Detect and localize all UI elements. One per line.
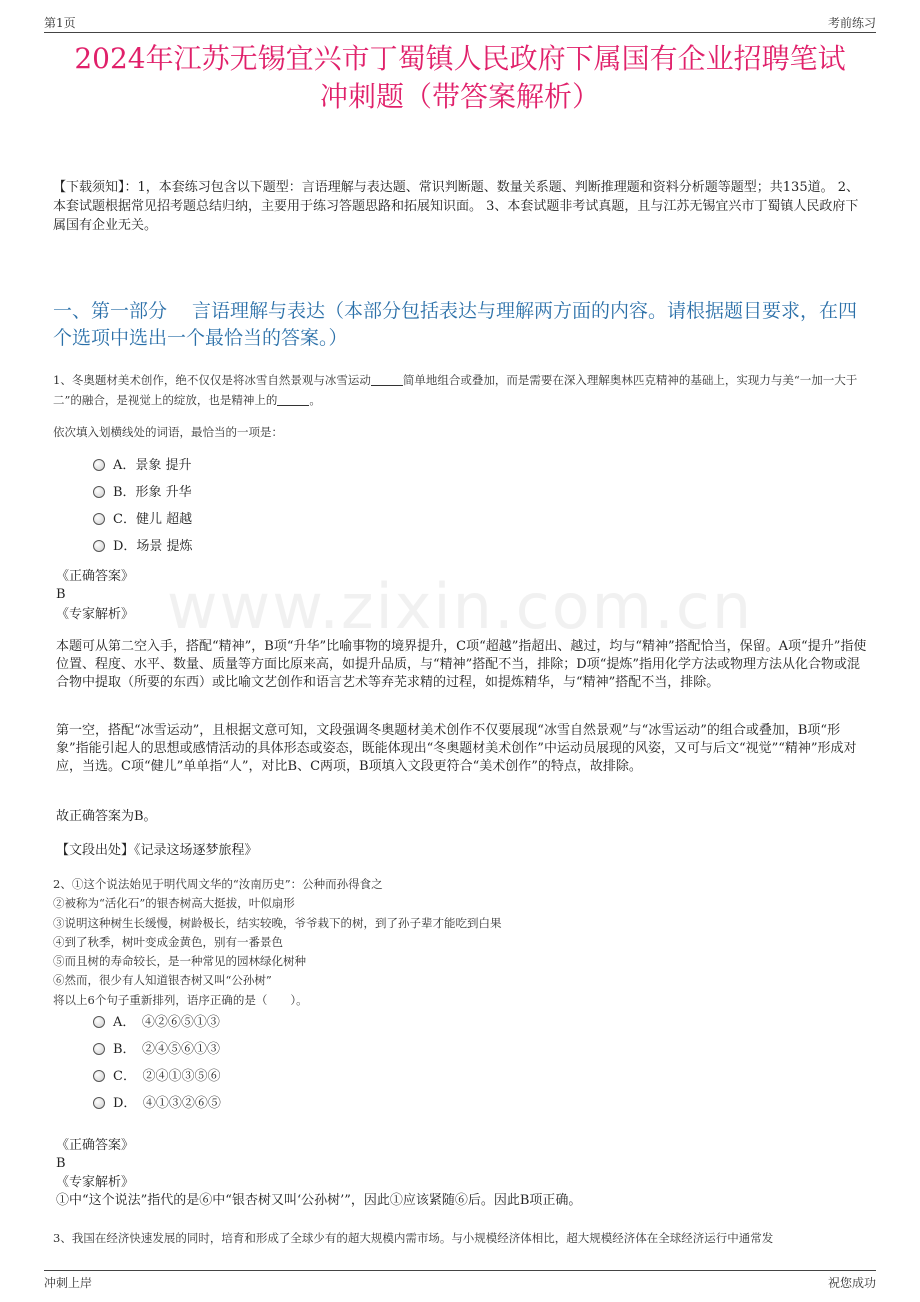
title-line-1: 2024年江苏无锡宜兴市丁蜀镇人民政府下属国有企业招聘笔试 [74, 42, 846, 75]
q1-option-c[interactable] [93, 510, 192, 530]
page-footer [44, 1270, 876, 1291]
radio-icon[interactable] [93, 459, 105, 471]
option-label: D．场景 提炼 [113, 539, 193, 554]
question-1-prompt: 依次填入划横线处的词语，最恰当的一项是： [53, 425, 283, 439]
watermark: www.zixin.com.cn [166, 570, 754, 643]
q1-analysis-paragraph-2: 第一空，搭配“冰雪运动”，且根据文意可知，文段强调冬奥题材美术创作不仅要展现“冰雪自然景观”与“冰雪运动”的组合或叠加，B项“形象”指能引起人的思想或感情活动的具体形态或姿态，既能体现出“冬奥题材美术创作”中运动员展现的风姿，又可与后文“视觉”“精神”形成对应，当选。C项“健儿”单单指“人”，对比B、C两项，B项填入文段更符合“美术创作”的特点，故排除。 [56, 723, 857, 774]
option-label: C． ②④①③⑤⑥ [113, 1069, 221, 1084]
section-heading: 一、第一部分 言语理解与表达（本部分包括表达与理解两方面的内容。请根据题目要求，在四个选项中选出一个最恰当的答案。） [53, 300, 858, 349]
radio-icon[interactable] [93, 1070, 105, 1082]
title-line-2: 冲刺题（带答案解析） [319, 80, 600, 113]
option-label: C．健儿 超越 [113, 512, 193, 527]
question-3-stem: 3、我国在经济快速发展的同时，培育和形成了全球少有的超大规模内需市场。与小规模经济体相比，超大规模经济体在全球经济运行中通常发 [53, 1231, 774, 1245]
radio-icon[interactable] [93, 513, 105, 525]
q1-option-d[interactable] [93, 537, 193, 557]
option-label: A． ④②⑥⑤①③ [113, 1015, 220, 1030]
q1-option-a[interactable] [93, 456, 192, 476]
q2-analysis-label: 《专家解析》 [56, 1175, 135, 1190]
q2-line: ⑥然而，很少有人知道银杏树又叫“公孙树” [53, 973, 272, 988]
q2-answer: B [56, 1156, 66, 1171]
option-label: B．形象 升华 [113, 485, 192, 500]
q2-line: ③说明这种树生长缓慢，树龄极长，结实较晚，爷爷栽下的树，到了孙子辈才能吃到白果 [53, 915, 502, 930]
q1-blank-1 [371, 373, 403, 386]
q2-answer-label: 《正确答案》 [56, 1138, 135, 1153]
question-1-stem [53, 370, 872, 410]
header-tag: 考前练习 [827, 16, 876, 30]
option-label: D． ④①③②⑥⑤ [113, 1096, 221, 1111]
page-header [44, 12, 876, 33]
q1-stem-part-1: 1、冬奥题材美术创作，绝不仅仅是将冰雪自然景观与冰雪运动 [53, 373, 371, 387]
q2-line: ②被称为“活化石”的银杏树高大挺拔，叶似扇形 [53, 896, 295, 911]
radio-icon[interactable] [93, 1043, 105, 1055]
footer-left-text: 冲刺上岸 [44, 1276, 93, 1290]
page-number: 第1页 [44, 16, 76, 30]
q1-blank-2 [277, 393, 309, 406]
footer-right-text: 祝您成功 [827, 1276, 876, 1290]
q2-option-d[interactable] [93, 1094, 221, 1114]
q1-analysis-paragraph-3: 故正确答案为B。 [56, 809, 157, 824]
radio-icon[interactable] [93, 1016, 105, 1028]
q1-analysis-paragraph-1: 本题可从第二空入手，搭配“精神”，B项“升华”比喻事物的境界提升，C项“超越”指超出、越过，均与“精神”搭配恰当，保留。A项“提升”指使位置、程度、水平、数量、质量等方面比原来高，如提升品质，与“精神”搭配不当，排除；D项“提炼”指用化学方法或物理方法从化合物或混合物中提取（所要的东西）或比喻文艺创作和语言艺术等弃芜求精的过程，如提炼精华，与“精神”搭配不当，排除。 [56, 639, 867, 690]
q1-answer: B [56, 587, 66, 602]
question-2-stem [53, 875, 872, 1010]
option-label: B． ②④⑤⑥①③ [113, 1042, 221, 1057]
radio-icon[interactable] [93, 540, 105, 552]
q2-line: 2、①这个说法始见于明代周文华的“汝南历史”：公种而孙得食之 [53, 877, 383, 891]
q1-stem-part-3: 。 [309, 393, 321, 407]
radio-icon[interactable] [93, 1097, 105, 1109]
q1-answer-label: 《正确答案》 [56, 569, 135, 584]
q1-analysis-label: 《专家解析》 [56, 607, 135, 622]
document-title [40, 40, 880, 116]
q2-option-c[interactable] [93, 1067, 220, 1087]
q1-option-b[interactable] [93, 483, 192, 503]
q2-prompt: 将以上6个句子重新排列，语序正确的是（ ）。 [53, 992, 308, 1007]
download-notice: 【下载须知】：1，本套练习包含以下题型：言语理解与表达题、常识判断题、数量关系题、判断推理题和资料分析题等题型；共135道。 2、本套试题根据常见招考题总结归纳，主要用于练习答题思路和拓展知识面。 3、本套试题非考试真题，且与江苏无锡宜兴市丁蜀镇人民政府下属国有企业无关。 [53, 180, 859, 233]
option-label: A．景象 提升 [113, 458, 192, 473]
q2-line: ⑤而且树的寿命较长，是一种常见的园林绿化树种 [53, 954, 306, 969]
q1-stem-part-2: 简单地组合或叠加，而是需要在深入理解奥林匹克精神的基础上，实现力与美“一加一大于二”的融合，是视觉上的绽放，也是精神上的 [53, 373, 858, 407]
q2-option-b[interactable] [93, 1040, 220, 1060]
q2-line: ④到了秋季，树叶变成金黄色，别有一番景色 [53, 934, 283, 949]
q2-option-a[interactable] [93, 1013, 220, 1033]
q2-analysis: ①中“这个说法”指代的是⑥中“银杏树又叫‘公孙树’”，因此①应该紧随⑥后。因此B项正确。 [56, 1193, 582, 1208]
q1-source: 【文段出处】《记录这场逐梦旅程》 [56, 843, 258, 858]
radio-icon[interactable] [93, 486, 105, 498]
